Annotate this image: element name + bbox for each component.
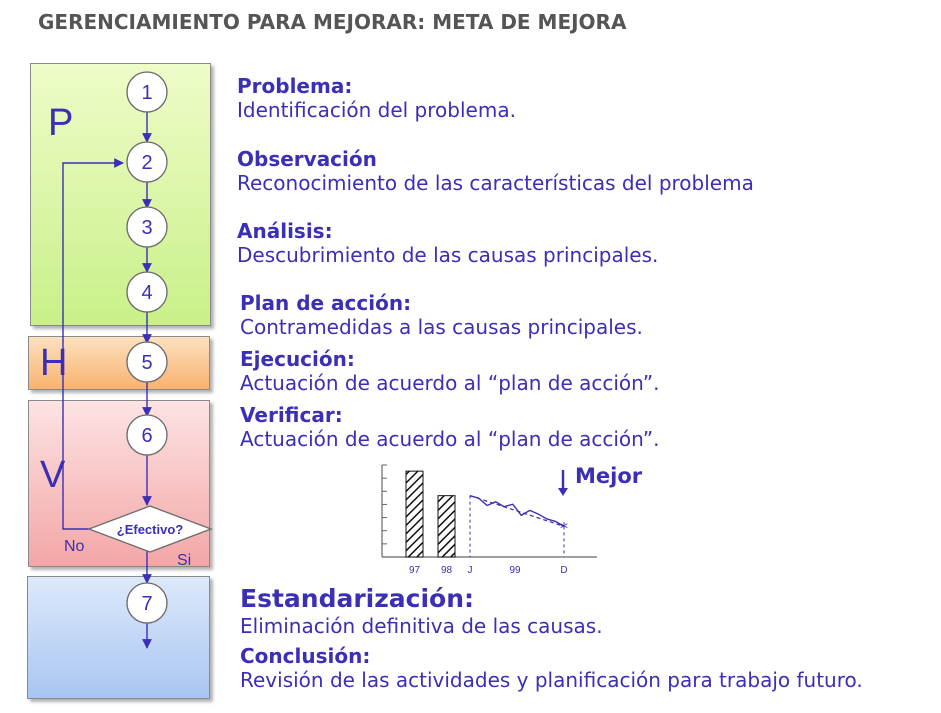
step-heading: Conclusión: [240,644,371,668]
bar-97 [406,471,423,557]
step-number: 3 [141,217,153,239]
step-heading: Análisis: [237,219,333,243]
x-tick-label: 98 [440,565,453,576]
step-ejecucion [240,347,659,395]
step-number: 6 [141,425,153,447]
no-branch-label: No [64,538,85,555]
feedback-arrow [63,163,123,529]
step-heading: Problema: [237,74,353,98]
step-heading: Verificar: [240,403,343,427]
down-arrow-icon [557,468,569,498]
step-number: 4 [141,282,153,304]
target-point-star: * [560,518,568,538]
step-description: Revisión de las actividades y planificación para trabajo futuro. [240,668,863,692]
step-heading: Estandarización: [240,584,475,613]
target-line [470,496,564,527]
step-problema [237,74,516,122]
decision-label: ¿Efectivo? [116,522,184,537]
step-description: Identificación del problema. [237,98,516,122]
better-direction-label: Mejor [575,464,643,488]
step-heading: Observación [237,147,377,171]
step-description: Descubrimiento de las causas principales. [237,243,659,267]
step-number: 1 [141,82,153,104]
bar-98 [438,496,455,557]
phase-letter-p: P [48,102,74,144]
step-conclusion [240,644,863,692]
step-verificar [240,403,659,451]
phase-letter-h: H [40,342,68,384]
x-tick-label: 99 [509,565,521,576]
step-heading: Ejecución: [240,347,355,371]
step-description: Contramedidas a las causas principales. [240,315,643,339]
yes-branch-label: Si [177,552,192,569]
step-number: 2 [141,152,153,174]
step-description: Actuación de acuerdo al “plan de acción”. [240,371,660,395]
phase-letter-v: V [40,454,66,496]
x-tick-label: J [467,565,473,576]
step-observacion [237,147,754,195]
step-description: Eliminación definitiva de las causas. [240,614,603,638]
step-analisis [237,219,658,267]
step-estandarizacion [240,584,603,638]
step-description: Reconocimiento de las características del problema [237,171,754,195]
x-tick-label: D [560,565,568,576]
step-number: 5 [141,352,153,374]
step-heading: Plan de acción: [240,291,412,315]
step-plan-de-accion [240,291,643,339]
page-title: GERENCIAMIENTO PARA MEJORAR: META DE MEJORA [38,10,627,34]
step-description: Actuación de acuerdo al “plan de acción”. [240,427,660,451]
x-tick-label: 97 [408,565,421,576]
step-number: 7 [141,593,153,615]
